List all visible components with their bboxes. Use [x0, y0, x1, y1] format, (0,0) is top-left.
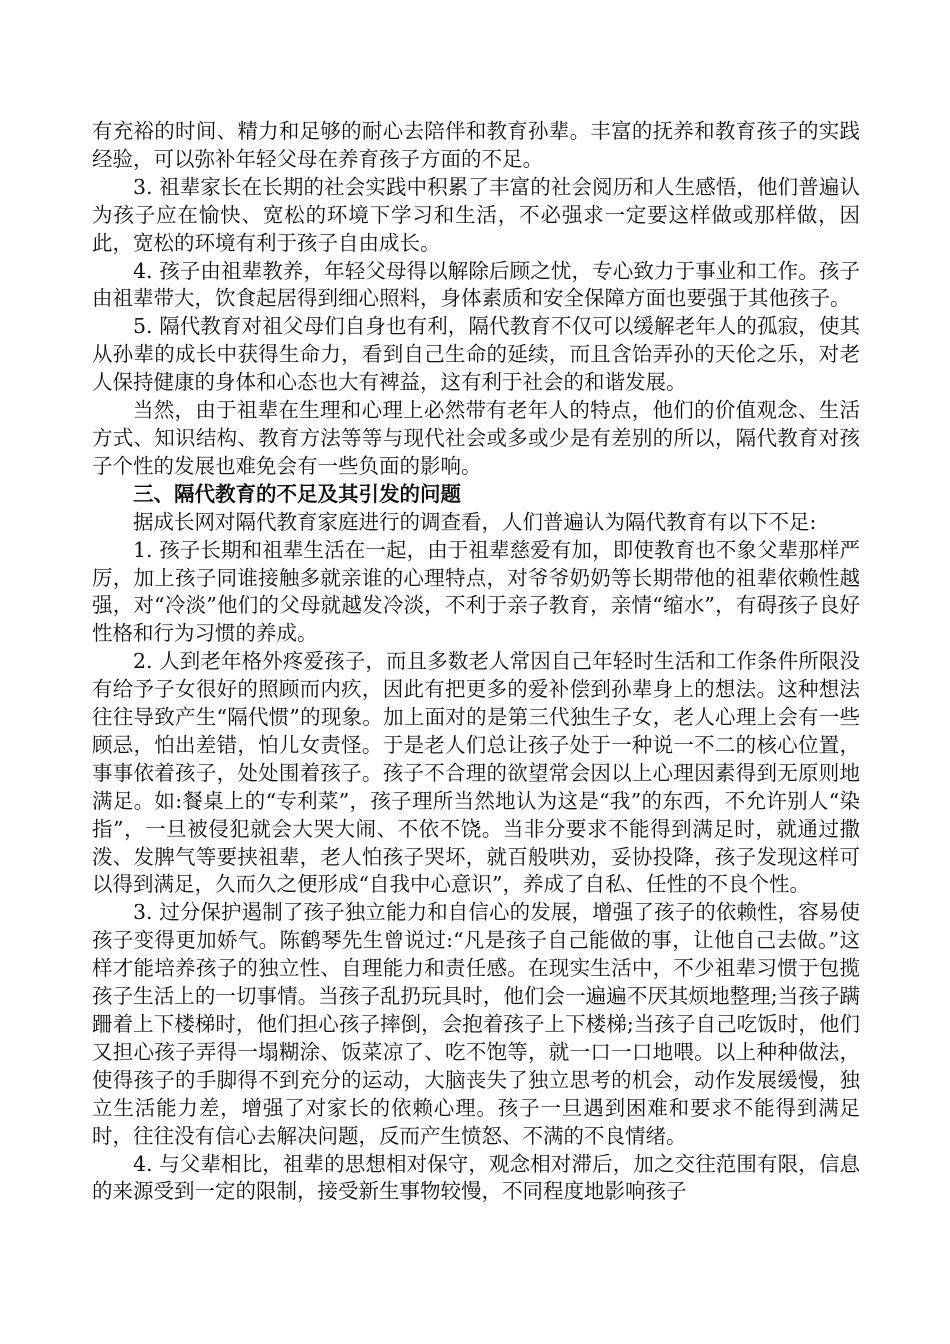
paragraph-shortcoming-3: 3. 过分保护遏制了孩子独立能力和自信心的发展，增强了孩子的依赖性，容易使孩子变得更加娇气。陈鹤琴先生曾说过:“凡是孩子自己能做的事，让他自己去做。”这样才能培养孩子的独立性、自理能力和责任感。在现实生活中，不少祖辈习惯于包揽孩子生活上的一切事情。当孩子乱扔玩具时，他们会一遍遍不厌其烦地整理;当孩子蹒跚着上下楼梯时，他们担心孩子摔倒，会抱着孩子上下楼梯;当孩子自己吃饭时，他们又担心孩子弄得一塌糊涂、饭菜凉了、吃不饱等，就一口一口地喂。以上种种做法，使得孩子的手脚得不到充分的运动，大脑丧失了独立思考的机会，动作发展缓慢，独立生活能力差，增强了对家长的依赖心理。孩子一旦遇到困难和要求不能得到满足时，往往没有信心去解决问题，反而产生愤怒、不满的不良情绪。 [92, 900, 860, 1148]
section-heading: 三、隔代教育的不足及其引发的问题 [133, 481, 461, 506]
paragraph-transition: 当然，由于祖辈在生理和心理上必然带有老年人的特点，他们的价值观念、生活方式、知识结构、教育方法等等与现代社会或多或少是有差别的所以，隔代教育对孩子个性的发展也难免会有一些负面的影响。 [92, 398, 860, 478]
paragraph-advantage-5: 5. 隔代教育对祖父母们自身也有利，隔代教育不仅可以缓解老年人的孤寂，使其从孙辈的成长中获得生命力，看到自己生命的延续，而且含饴弄孙的天伦之乐，对老人保持健康的身体和心态也大有裨益，这有利于社会的和谐发展。 [92, 314, 860, 395]
paragraph-survey-intro: 据成长网对隔代教育家庭进行的调查看，人们普遍认为隔代教育有以下不足: [133, 509, 817, 534]
paragraph-shortcoming-1: 1. 孩子长期和祖辈生活在一起，由于祖辈慈爱有加，即使教育也不象父辈那样严厉，加上孩子同谁接触多就亲谁的心理特点，对爷爷奶奶等长期带他的祖辈依赖性越强，对“冷淡”他们的父母就越发冷淡，不利于亲子教育，亲情“缩水”，有碍孩子良好性格和行为习惯的养成。 [92, 537, 860, 646]
paragraph-advantage-3: 3. 祖辈家长在长期的社会实践中积累了丰富的社会阅历和人生感悟，他们普遍认为孩子应在愉快、宽松的环境下学习和生活，不必强求一定要这样做或那样做，因此，宽松的环境有利于孩子自由成长。 [92, 174, 860, 255]
paragraph-shortcoming-4: 4. 与父辈相比，祖辈的思想相对保守，观念相对滞后，加之交往范围有限，信息的来源受到一定的限制，接受新生事物较慢，不同程度地影响孩子 [92, 1151, 860, 1204]
paragraph-shortcoming-2: 2. 人到老年格外疼爱孩子，而且多数老人常因自己年轻时生活和工作条件所限没有给予子女很好的照顾而内疚，因此有把更多的爱补偿到孙辈身上的想法。这种想法往往导致产生“隔代惯”的现象。加上面对的是第三代独生子女，老人心理上会有一些顾忌，怕出差错，怕儿女责怪。于是老人们总让孩子处于一种说一不二的核心位置，事事依着孩子，处处围着孩子。孩子不合理的欲望常会因以上心理因素得到无原则地满足。如:餐桌上的“专利菜”，孩子理所当然地认为这是“我”的东西，不允许别人“染指”，一旦被侵犯就会大哭大闹、不依不饶。当非分要求不能得到满足时，就通过撒泼、发脾气等要挟祖辈，老人怕孩子哭坏，就百般哄劝，妥协投降，孩子发现这样可以得到满足，久而久之便形成“自我中心意识”，养成了自私、任性的不良个性。 [92, 649, 860, 897]
paragraph-advantage-4: 4. 孩子由祖辈教养，年轻父母得以解除后顾之忧，专心致力于事业和工作。孩子由祖辈带大，饮食起居得到细心照料，身体素质和安全保障方面也要强于其他孩子。 [92, 258, 860, 311]
paragraph-continued: 有充裕的时间、精力和足够的耐心去陪伴和教育孙辈。丰富的抚养和教育孩子的实践经验，可以弥补年轻父母在养育孩子方面的不足。 [92, 119, 860, 171]
document-page [92, 118, 860, 1206]
